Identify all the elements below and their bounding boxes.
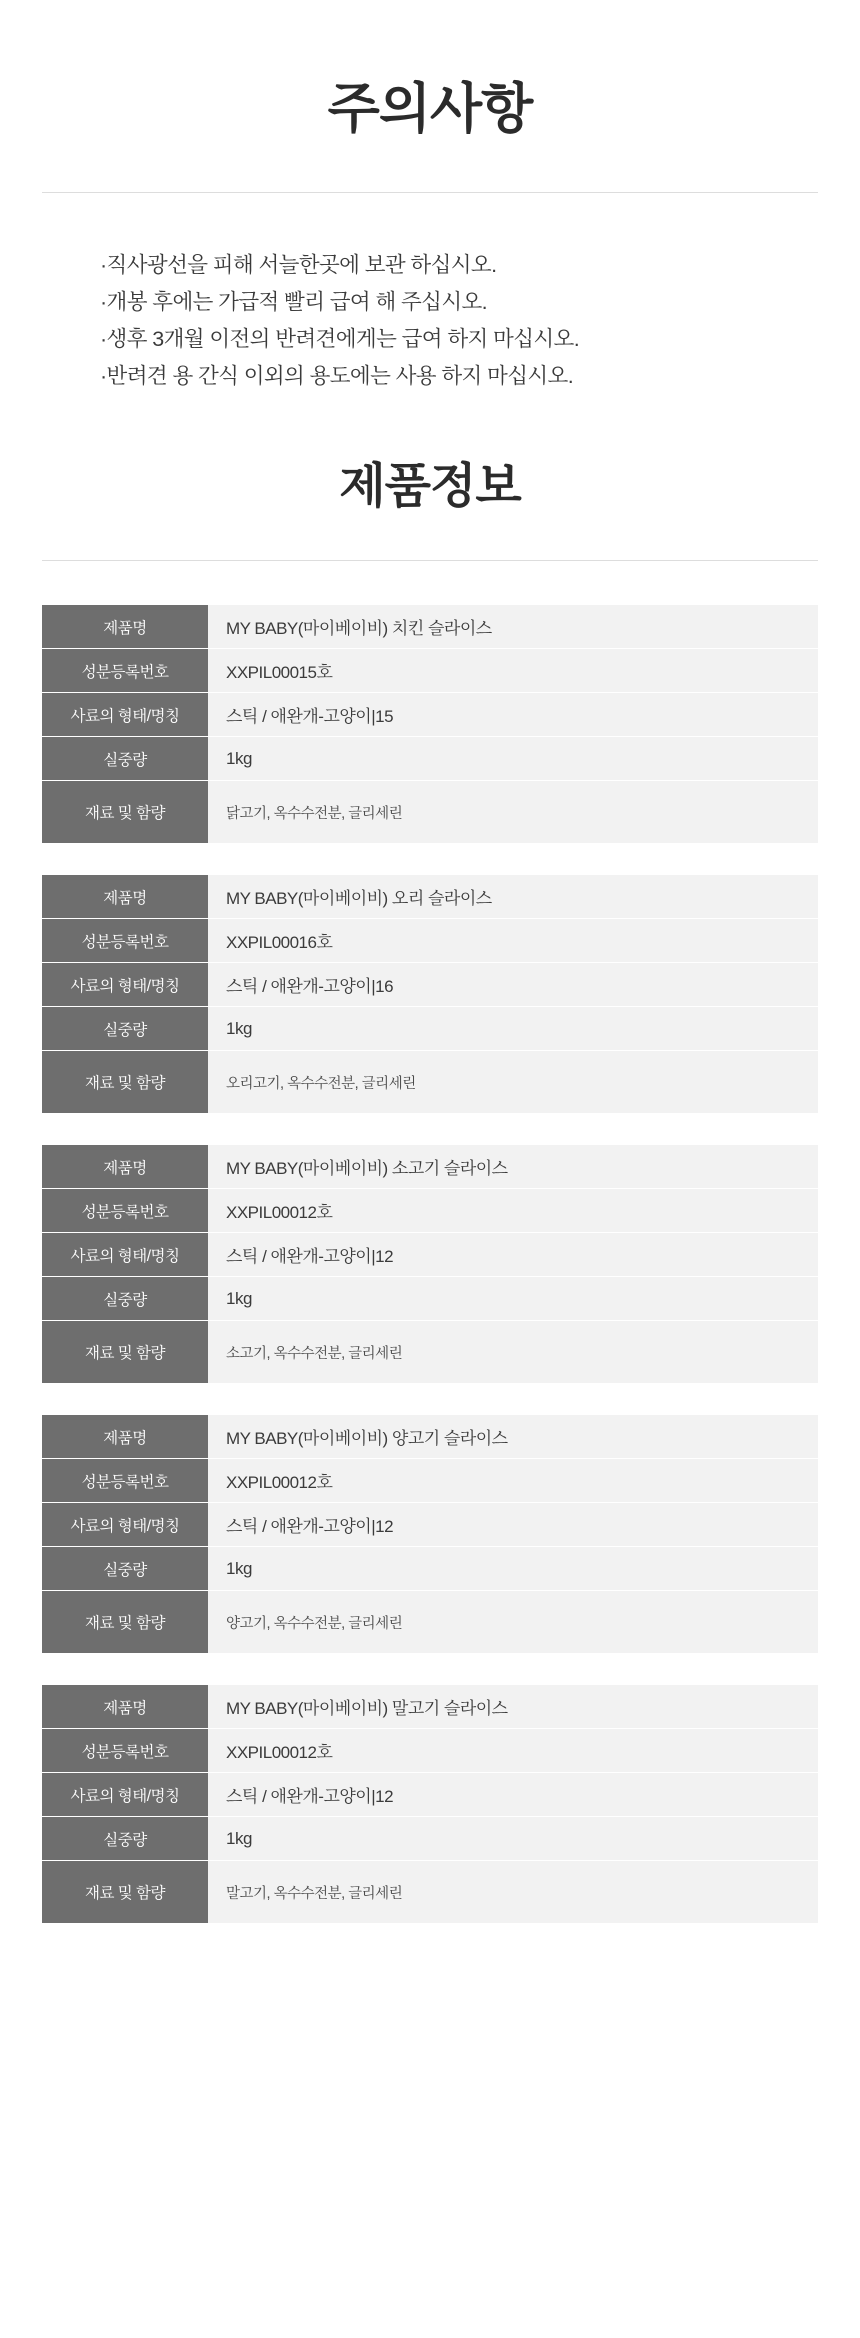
cell-form: 스틱 / 애완개-고양이|12: [208, 1503, 818, 1547]
row-label-product-name: 제품명: [42, 1685, 208, 1729]
cell-reg-no: XXPIL00016호: [208, 919, 818, 963]
cell-form: 스틱 / 애완개-고양이|12: [208, 1773, 818, 1817]
row-label-ingredients: 재료 및 함량: [42, 1861, 208, 1924]
cell-ingredients: 오리고기, 옥수수전분, 글리세린: [208, 1051, 818, 1114]
row-label-reg-no: 성분등록번호: [42, 1459, 208, 1503]
table-row: [42, 1189, 818, 1233]
table-row: [42, 1817, 818, 1861]
row-label-reg-no: 성분등록번호: [42, 1189, 208, 1233]
product-spec-table: [42, 1685, 818, 1923]
cell-ingredients: 닭고기, 옥수수전분, 글리세린: [208, 781, 818, 844]
product-info-heading: 제품정보: [339, 460, 521, 514]
row-label-product-name: 제품명: [42, 1145, 208, 1189]
bottom-spacer: [42, 1955, 818, 2013]
table-row: [42, 1277, 818, 1321]
row-label-form: 사료의 형태/명칭: [42, 1773, 208, 1817]
caution-item: ·직사광선을 피해 서늘한곳에 보관 하십시오.: [100, 253, 497, 278]
row-label-form: 사료의 형태/명칭: [42, 1503, 208, 1547]
table-row: [42, 1145, 818, 1189]
table-row: [42, 963, 818, 1007]
table-row: [42, 1415, 818, 1459]
row-label-form: 사료의 형태/명칭: [42, 1233, 208, 1277]
cell-reg-no: XXPIL00012호: [208, 1189, 818, 1233]
cell-ingredients: 양고기, 옥수수전분, 글리세린: [208, 1591, 818, 1654]
row-label-reg-no: 성분등록번호: [42, 649, 208, 693]
table-row: [42, 1685, 818, 1729]
cell-weight: 1kg: [208, 737, 818, 781]
table-row: [42, 737, 818, 781]
table-row: [42, 875, 818, 919]
table-row: [42, 1547, 818, 1591]
table-row: [42, 1773, 818, 1817]
table-row: [42, 919, 818, 963]
cell-weight: 1kg: [208, 1547, 818, 1591]
caution-item: ·반려견 용 간식 이외의 용도에는 사용 하지 마십시오.: [100, 364, 574, 389]
row-label-weight: 실중량: [42, 1817, 208, 1861]
table-row: [42, 781, 818, 844]
row-label-form: 사료의 형태/명칭: [42, 963, 208, 1007]
product-spec-table: [42, 875, 818, 1113]
row-label-reg-no: 성분등록번호: [42, 919, 208, 963]
row-label-weight: 실중량: [42, 1547, 208, 1591]
table-row: [42, 1729, 818, 1773]
row-label-weight: 실중량: [42, 737, 208, 781]
cell-product-name: MY BABY(마이베이비) 말고기 슬라이스: [208, 1685, 818, 1729]
divider-top: [42, 192, 818, 193]
table-row: [42, 649, 818, 693]
cell-weight: 1kg: [208, 1817, 818, 1861]
cell-ingredients: 말고기, 옥수수전분, 글리세린: [208, 1861, 818, 1924]
cell-reg-no: XXPIL00012호: [208, 1729, 818, 1773]
row-label-weight: 실중량: [42, 1007, 208, 1051]
cell-ingredients: 소고기, 옥수수전분, 글리세린: [208, 1321, 818, 1384]
caution-list: [0, 247, 860, 395]
table-row: [42, 1051, 818, 1114]
row-label-form: 사료의 형태/명칭: [42, 693, 208, 737]
divider-product-info: [42, 560, 818, 561]
row-label-product-name: 제품명: [42, 605, 208, 649]
product-spec-tables: [0, 605, 860, 2013]
row-label-ingredients: 재료 및 함량: [42, 781, 208, 844]
cell-reg-no: XXPIL00015호: [208, 649, 818, 693]
cell-weight: 1kg: [208, 1007, 818, 1051]
table-row: [42, 1861, 818, 1924]
row-label-weight: 실중량: [42, 1277, 208, 1321]
row-label-product-name: 제품명: [42, 875, 208, 919]
table-row: [42, 693, 818, 737]
cell-product-name: MY BABY(마이베이비) 치킨 슬라이스: [208, 605, 818, 649]
row-label-ingredients: 재료 및 함량: [42, 1591, 208, 1654]
table-row: [42, 1233, 818, 1277]
cell-weight: 1kg: [208, 1277, 818, 1321]
table-row: [42, 1503, 818, 1547]
table-row: [42, 1007, 818, 1051]
caution-item: ·생후 3개월 이전의 반려견에게는 급여 하지 마십시오.: [100, 327, 580, 352]
table-row: [42, 1591, 818, 1654]
product-spec-table: [42, 1415, 818, 1653]
row-label-reg-no: 성분등록번호: [42, 1729, 208, 1773]
cell-reg-no: XXPIL00012호: [208, 1459, 818, 1503]
table-row: [42, 1459, 818, 1503]
product-spec-table: [42, 605, 818, 843]
cell-form: 스틱 / 애완개-고양이|15: [208, 693, 818, 737]
caution-heading: 주의사항: [327, 79, 533, 140]
row-label-product-name: 제품명: [42, 1415, 208, 1459]
row-label-ingredients: 재료 및 함량: [42, 1321, 208, 1384]
caution-item: ·개봉 후에는 가급적 빨리 급여 해 주십시오.: [100, 290, 488, 315]
cell-form: 스틱 / 애완개-고양이|16: [208, 963, 818, 1007]
cell-product-name: MY BABY(마이베이비) 소고기 슬라이스: [208, 1145, 818, 1189]
cell-product-name: MY BABY(마이베이비) 양고기 슬라이스: [208, 1415, 818, 1459]
table-row: [42, 605, 818, 649]
cell-form: 스틱 / 애완개-고양이|12: [208, 1233, 818, 1277]
product-spec-table: [42, 1145, 818, 1383]
row-label-ingredients: 재료 및 함량: [42, 1051, 208, 1114]
cell-product-name: MY BABY(마이베이비) 오리 슬라이스: [208, 875, 818, 919]
table-row: [42, 1321, 818, 1384]
